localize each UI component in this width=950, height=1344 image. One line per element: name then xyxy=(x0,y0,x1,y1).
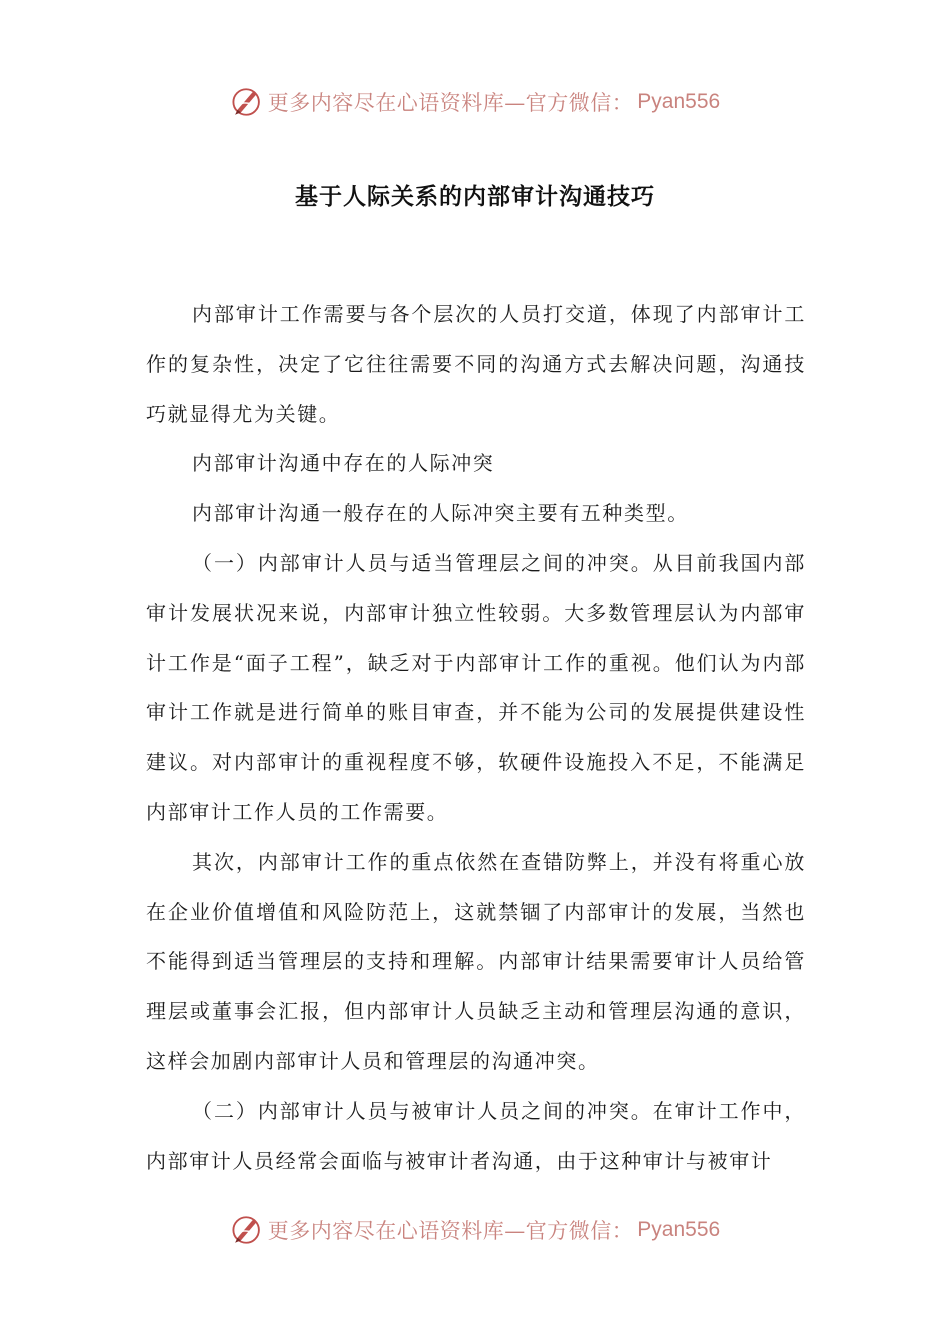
header-banner-wechat-id: Pyan556 xyxy=(637,90,721,113)
paragraph: （二）内部审计人员与被审计人员之间的冲突。在审计工作中，内部审计人员经常会面临与被审计者沟通，由于这种审计与被审计 xyxy=(146,1098,806,1173)
document-title: 基于人际关系的内部审计沟通技巧 xyxy=(295,184,655,210)
paragraph: 内部审计沟通一般存在的人际冲突主要有五种类型。 xyxy=(192,501,689,526)
paragraph: 其次，内部审计工作的重点依然在查错防弊上，并没有将重心放在企业价值增值和风险防范上，这就禁锢了内部审计的发展，当然也不能得到适当管理层的支持和理解。内部审计结果需要审计人员给管理层或董事会汇报，但内部审计人员缺乏主动和管理层沟通的意识，这样会加剧内部审计人员和管理层的沟通冲突。 xyxy=(146,849,806,1073)
document-body xyxy=(146,290,806,1186)
paragraph: 内部审计工作需要与各个层次的人员打交道，体现了内部审计工作的复杂性，决定了它往往需要不同的沟通方式去解决问题，沟通技巧就显得尤为关键。 xyxy=(146,302,806,426)
header-banner-text: 更多内容尽在心语资料库—官方微信： xyxy=(267,91,634,115)
footer-banner xyxy=(0,1210,950,1250)
pen-logo-icon xyxy=(230,1213,264,1247)
pen-logo-icon xyxy=(230,85,264,119)
paragraph: 内部审计沟通中存在的人际冲突 xyxy=(192,451,495,476)
paragraph: （一）内部审计人员与适当管理层之间的冲突。从目前我国内部审计发展状况来说，内部审计独立性较弱。大多数管理层认为内部审计工作是“面子工程”，缺乏对于内部审计工作的重视。他们认为内部审计工作就是进行简单的账目审查，并不能为公司的发展提供建设性建议。对内部审计的重视程度不够，软硬件设施投入不足，不能满足内部审计工作人员的工作需要。 xyxy=(146,550,806,824)
header-banner xyxy=(0,82,950,122)
footer-banner-text: 更多内容尽在心语资料库—官方微信： xyxy=(267,1219,634,1243)
footer-banner-wechat-id: Pyan556 xyxy=(637,1218,721,1241)
